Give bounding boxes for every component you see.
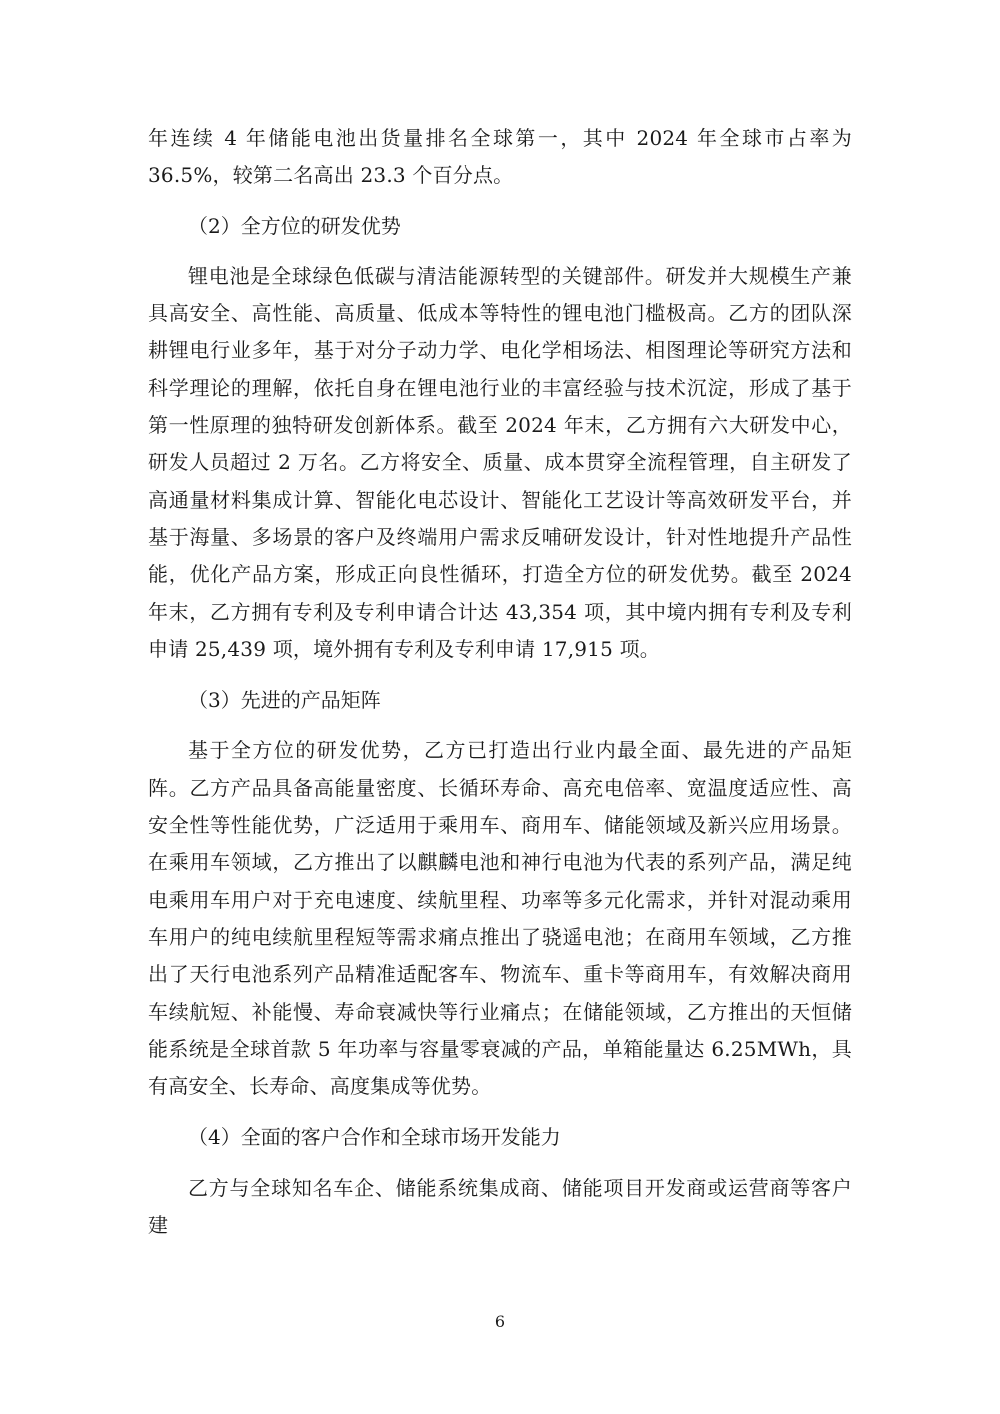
section-body-customers: 乙方与全球知名车企、储能系统集成商、储能项目开发商或运营商等客户建 <box>148 1175 852 1238</box>
section-heading-products: （3）先进的产品矩阵 <box>188 688 381 713</box>
continuation-paragraph: 年连续 4 年储能电池出货量排名全球第一，其中 2024 年全球市占率为 36.5%，较第二名高出 23.3 个百分点。 <box>148 126 852 188</box>
page-body <box>148 120 852 1244</box>
page-number: 6 <box>494 1312 506 1331</box>
section-heading-customers: （4）全面的客户合作和全球市场开发能力 <box>188 1125 561 1150</box>
section-body-rd: 锂电池是全球绿色低碳与清洁能源转型的关键部件。研发并大规模生产兼具高安全、高性能、高质量、低成本等特性的锂电池门槛极高。乙方的团队深耕锂电行业多年，基于对分子动力学、电化学相场法、相图理论等研究方法和科学理论的理解，依托自身在锂电池行业的丰富经验与技术沉淀，形成了基于第一性原理的独特研发创新体系。截至 2024 年末，乙方拥有六大研发中心，研发人员超过 2 万名。乙方将安全、质量、成本贯穿全流程管理，自主研发了高通量材料集成计算、智能化电芯设计、智能化工艺设计等高效研发平台，并基于海量、多场景的客户及终端用户需求反哺研发设计，针对性地提升产品性能，优化产品方案，形成正向良性循环，打造全方位的研发优势。截至 2024 年末，乙方拥有专利及专利申请合计达 43,354 项，其中境内拥有专利及专利申请 25,439 项，境外拥有专利及专利申请 17,915 项。 <box>148 263 852 661</box>
section-heading-rd: （2）全方位的研发优势 <box>188 213 401 238</box>
section-body-products: 基于全方位的研发优势，乙方已打造出行业内最全面、最先进的产品矩阵。乙方产品具备高能量密度、长循环寿命、高充电倍率、宽温度适应性、高安全性等性能优势，广泛适用于乘用车、商用车、储能领域及新兴应用场景。在乘用车领域，乙方推出了以麒麟电池和神行电池为代表的系列产品，满足纯电乘用车用户对于充电速度、续航里程、功率等多元化需求，并针对混动乘用车用户的纯电续航里程短等需求痛点推出了骁遥电池；在商用车领域，乙方推出了天行电池系列产品精准适配客车、物流车、重卡等商用车，有效解决商用车续航短、补能慢、寿命衰减快等行业痛点；在储能领域，乙方推出的天恒储能系统是全球首款 5 年功率与容量零衰减的产品，单箱能量达 6.25MWh，具有高安全、长寿命、高度集成等优势。 <box>148 738 852 1099</box>
